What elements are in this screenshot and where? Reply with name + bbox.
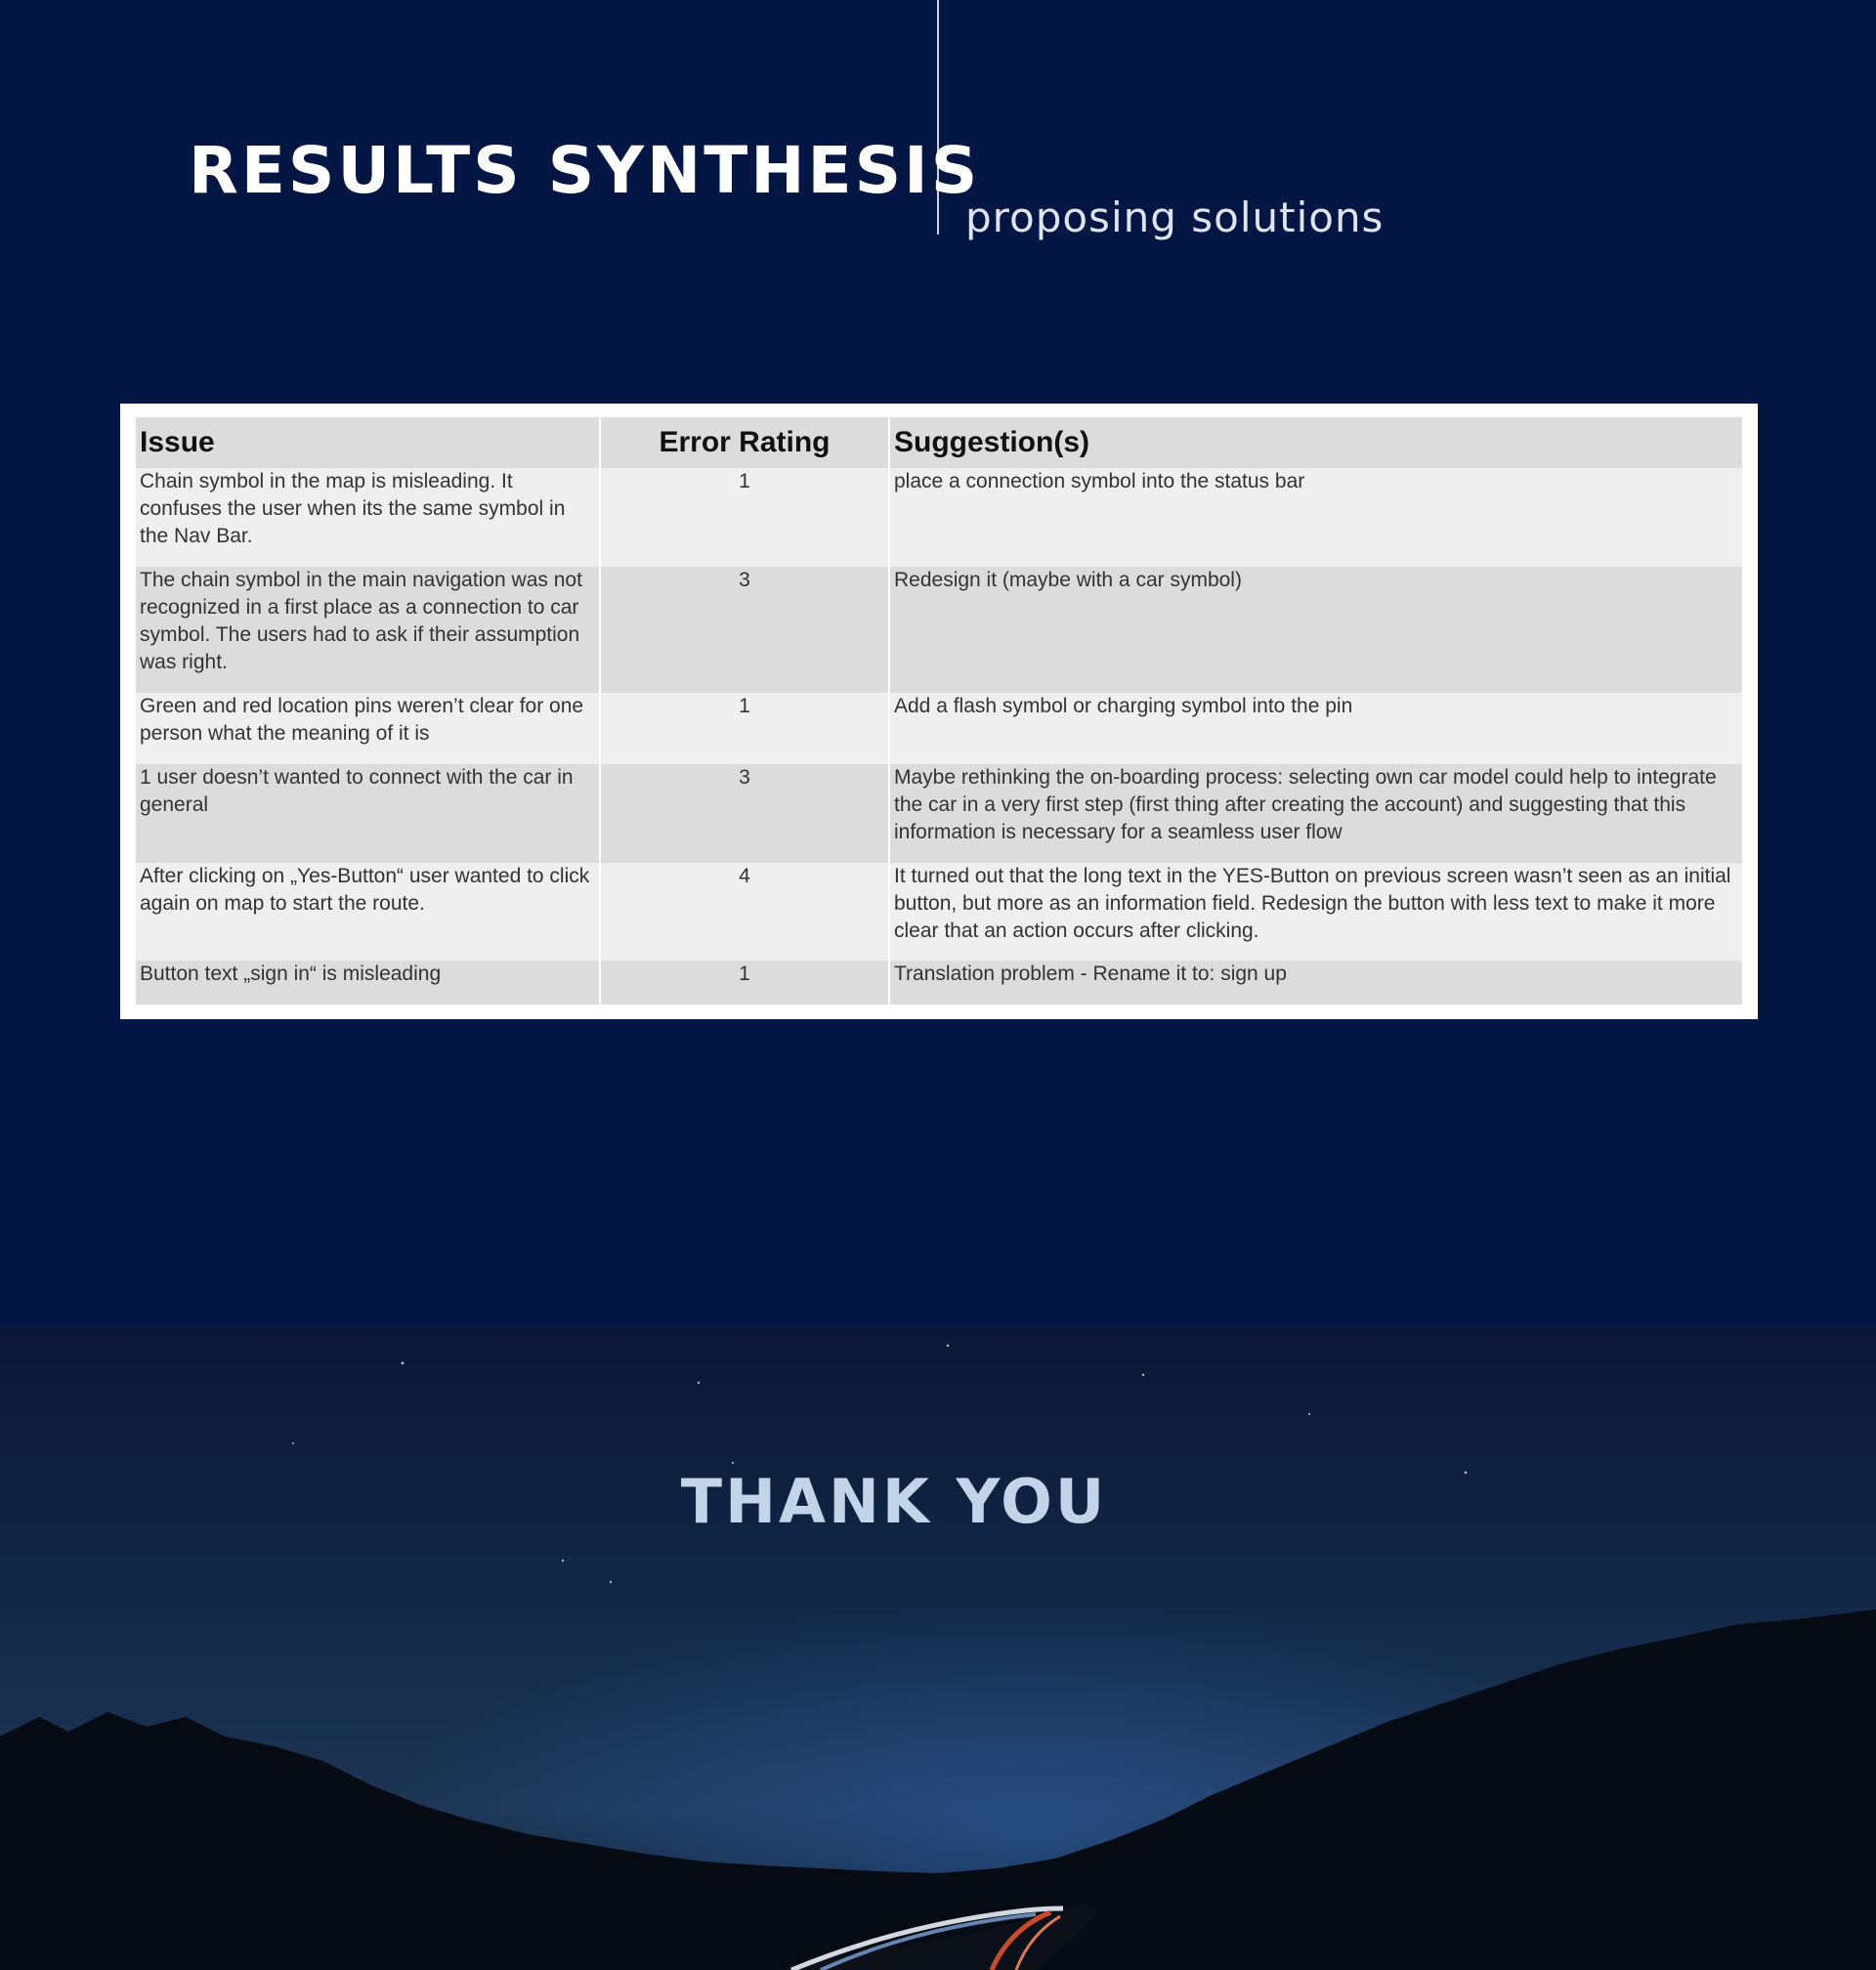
table-row [136, 764, 1742, 863]
page-title: RESULTS SYNTHESIS [189, 133, 981, 208]
thank-you-heading: THANK YOU [680, 1466, 1108, 1537]
suggestion-cell: It turned out that the long text in the YES-Button on previous screen wasn’t seen as an initial button, but more as an information field. Redesign the button with less text to make it more clear that an action occurs after clicking. [890, 863, 1742, 961]
table-row [136, 863, 1742, 961]
header-error-rating: Error Rating [601, 417, 888, 468]
rating-cell: 4 [601, 863, 888, 961]
table-row [136, 693, 1742, 764]
suggestion-cell: Translation problem - Rename it to: sign up [890, 961, 1742, 1005]
suggestion-cell: Redesign it (maybe with a car symbol) [890, 567, 1742, 693]
table-row [136, 567, 1742, 693]
issue-cell: Green and red location pins weren’t clear for one person what the meaning of it is [136, 693, 599, 764]
rating-cell: 3 [601, 764, 888, 863]
table-header-row [136, 417, 1742, 468]
night-highway-photo [0, 1326, 1876, 1970]
header-suggestions: Suggestion(s) [890, 417, 1742, 468]
rating-cell: 1 [601, 468, 888, 567]
table-row [136, 468, 1742, 567]
issue-cell: After clicking on „Yes-Button“ user wanted to click again on map to start the route. [136, 863, 599, 961]
issue-cell: 1 user doesn’t wanted to connect with the car in general [136, 764, 599, 863]
night-sky-illustration [0, 1326, 1876, 1970]
results-table-card [120, 404, 1758, 1019]
suggestion-cell: Add a flash symbol or charging symbol into the pin [890, 693, 1742, 764]
rating-cell: 1 [601, 961, 888, 1005]
header-issue: Issue [136, 417, 599, 468]
rating-cell: 3 [601, 567, 888, 693]
results-table [134, 417, 1744, 1005]
issue-cell: Button text „sign in“ is misleading [136, 961, 599, 1005]
table-row [136, 961, 1742, 1005]
issue-cell: Chain symbol in the map is misleading. It confuses the user when its the same symbol in the Nav Bar. [136, 468, 599, 567]
suggestion-cell: place a connection symbol into the status bar [890, 468, 1742, 567]
suggestion-cell: Maybe rethinking the on-boarding process: selecting own car model could help to integrate the car in a very first step (first thing after creating the account) and suggesting that this information is necessary for a seamless user flow [890, 764, 1742, 863]
rating-cell: 1 [601, 693, 888, 764]
issue-cell: The chain symbol in the main navigation was not recognized in a first place as a connection to car symbol. The users had to ask if their assumption was right. [136, 567, 599, 693]
page-subtitle: proposing solutions [965, 193, 1385, 241]
